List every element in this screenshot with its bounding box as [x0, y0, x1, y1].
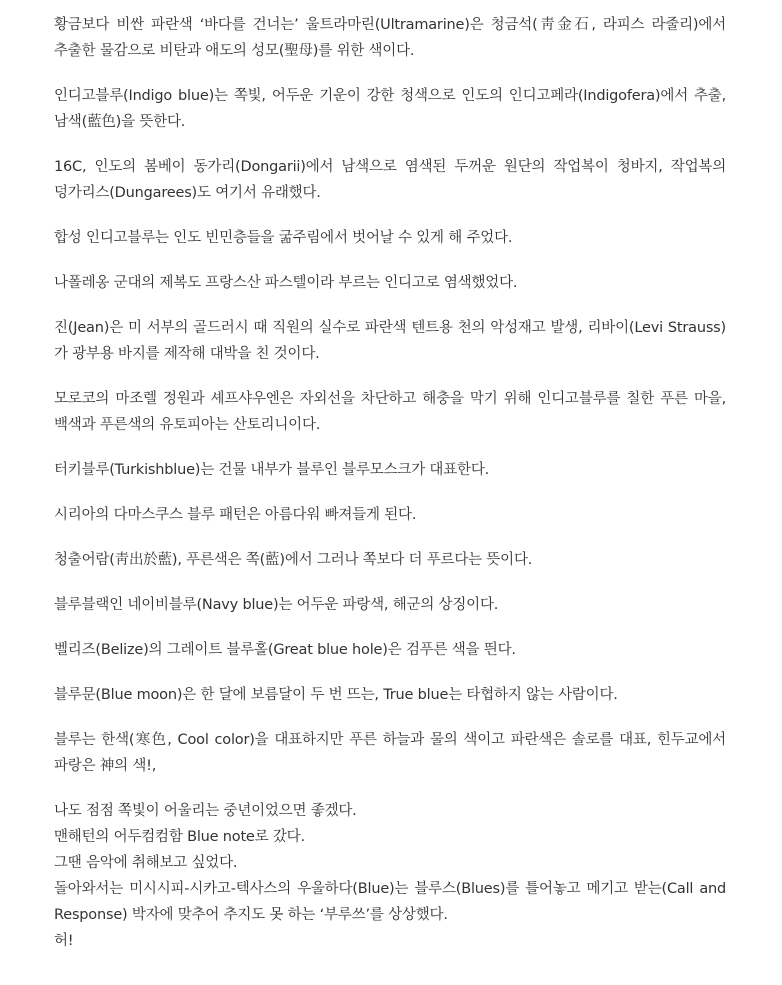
closing-verse — [54, 798, 726, 954]
paragraph-cool-color: 블루는 한색(寒色, Cool color)을 대표하지만 푸른 하늘과 물의 색이고 파란색은 솔로를 대표, 힌두교에서 파랑은 神의 색!, — [54, 732, 726, 774]
paragraph-jean: 진(Jean)은 미 서부의 골드러시 때 직원의 실수로 파란색 텐트용 천의 악성재고 발생, 리바이(Levi Strauss)가 광부용 바지를 제작해 대박을 친 것이다. — [54, 320, 726, 362]
paragraph-great-blue-hole: 벨리즈(Belize)의 그레이트 블루홀(Great blue hole)은 검푸른 색을 띈다. — [54, 642, 516, 658]
paragraph-proverb: 청출어람(靑出於藍), 푸른색은 쪽(藍)에서 그러나 쪽보다 더 푸르다는 뜻이다. — [54, 552, 533, 568]
article-body — [54, 12, 726, 954]
verse-line: 돌아와서는 미시시피-시카고-텍사스의 우울하다(Blue)는 블루스(Blues)를 틀어놓고 메기고 받는(Call and Response) 박자에 맞추어 추지도 못 하는 ‘부루쓰’를 상상했다. — [54, 881, 726, 923]
paragraph-morocco: 모로코의 마조렐 정원과 셰프샤우엔은 자외선을 차단하고 해충을 막기 위해 인디고블루를 칠한 푸른 마을, 백색과 푸른색의 유토피아는 산토리니이다. — [54, 391, 726, 433]
paragraph-navy-blue: 블루블랙인 네이비블루(Navy blue)는 어두운 파랑색, 해군의 상징이다. — [54, 597, 499, 613]
verse-line: 그땐 음악에 취해보고 싶었다. — [54, 855, 238, 871]
paragraph-blue-moon: 블루문(Blue moon)은 한 달에 보름달이 두 번 뜨는, True blue는 타협하지 않는 사람이다. — [54, 687, 618, 703]
verse-line: 허! — [54, 933, 74, 949]
paragraph-ultramarine: 황금보다 비싼 파란색 ‘바다를 건너는’ 울트라마린(Ultramarine)은 청금석(靑金石, 라피스 라줄리)에서 추출한 물감으로 비탄과 애도의 성모(聖母)를 위한 색이다. — [54, 17, 726, 59]
paragraph-synthetic-indigo: 합성 인디고블루는 인도 빈민층들을 굶주림에서 벗어날 수 있게 해 주었다. — [54, 230, 513, 246]
paragraph-damascus: 시리아의 다마스쿠스 블루 패턴은 아름다워 빠져들게 된다. — [54, 507, 417, 523]
verse-line: 맨해턴의 어두컴컴함 Blue note로 갔다. — [54, 829, 305, 845]
paragraph-napoleon: 나폴레옹 군대의 제복도 프랑스산 파스텔이라 부르는 인디고로 염색했었다. — [54, 275, 518, 291]
paragraph-turkish-blue: 터키블루(Turkishblue)는 건물 내부가 블루인 블루모스크가 대표한다. — [54, 462, 490, 478]
verse-line: 나도 점점 쪽빛이 어울리는 중년이었으면 좋겠다. — [54, 803, 357, 819]
paragraph-dungarees: 16C, 인도의 봄베이 동가리(Dongarii)에서 남색으로 염색된 두꺼운 원단의 작업복이 청바지, 작업복의 덩가리스(Dungarees)도 여기서 유래했다. — [54, 159, 726, 201]
paragraph-indigo-blue: 인디고블루(Indigo blue)는 쪽빛, 어두운 기운이 강한 청색으로 인도의 인디고페라(Indigofera)에서 추출, 남색(藍色)을 뜻한다. — [54, 88, 726, 130]
